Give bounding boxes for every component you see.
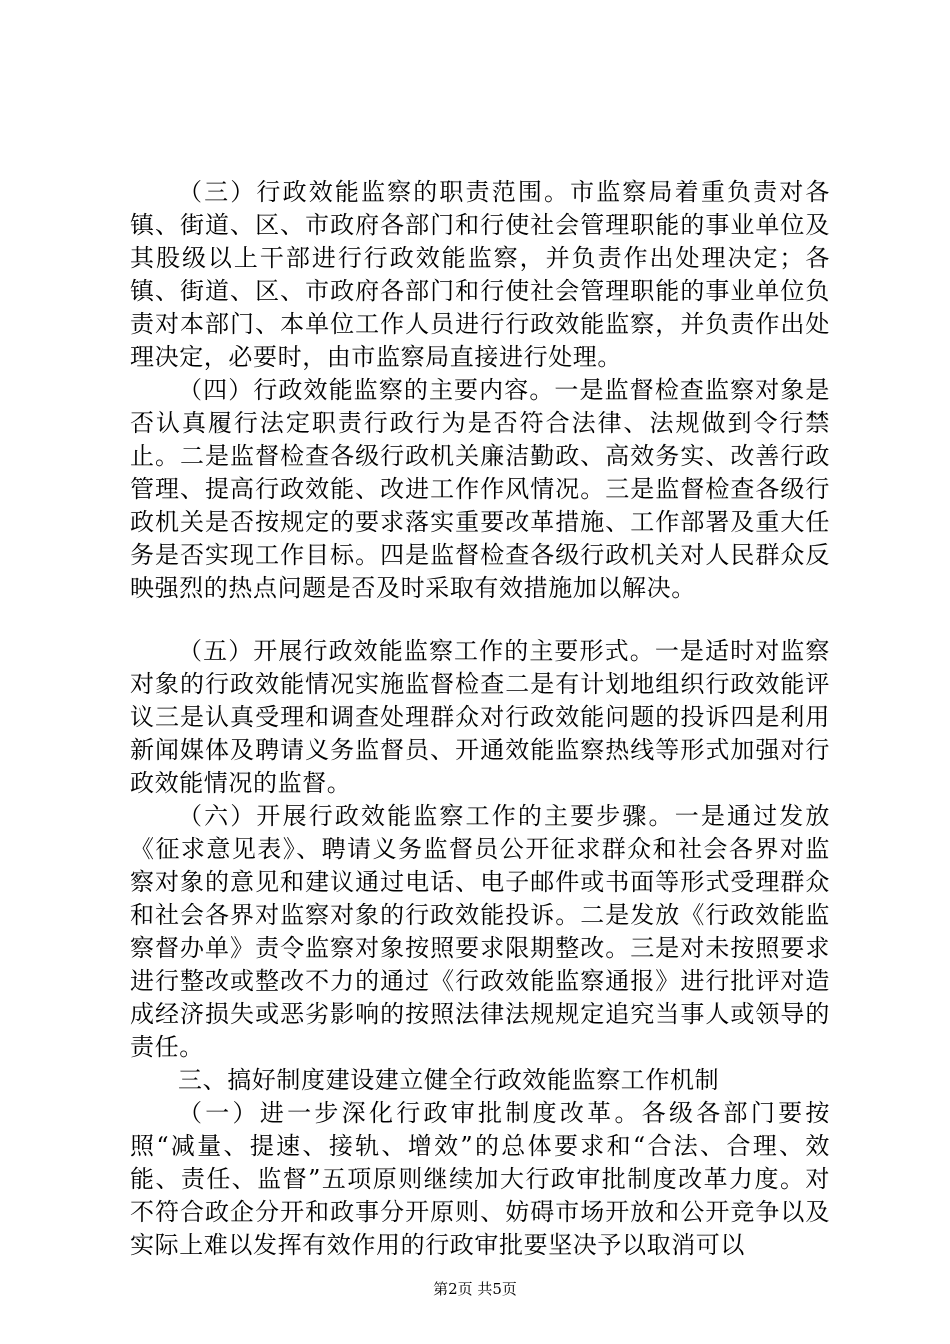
document-body [130, 176, 830, 1262]
section-heading-three: 三、搞好制度建设建立健全行政效能监察工作机制 [178, 1066, 720, 1094]
paragraph-section-4: （四）行政效能监察的主要内容。一是监督检查监察对象是否认真履行法定职责行政行为是否符合法律、法规做到令行禁止。二是监督检查各级行政机关廉洁勤政、高效务实、改善行政管理、提高行政效能、改进工作作风情况。三是监督检查各级行政机关是否按规定的要求落实重要改革措施、工作部署及重大任务是否实现工作目标。四是监督检查各级行政机关对人民群众反映强烈的热点问题是否及时采取有效措施加以解决。 [130, 376, 830, 602]
page-number-footer: 第2页 共5页 [433, 1280, 517, 1298]
paragraph-subsection-1: （一）进一步深化行政审批制度改革。各级各部门要按照“减量、提速、接轨、增效”的总体要求和“合法、合理、效能、责任、监督”五项原则继续加大行政审批制度改革力度。对不符合政企分开和政事分开原则、妨碍市场开放和公开竞争以及实际上难以发挥有效作用的行政审批要坚决予以取消可以 [130, 1099, 830, 1259]
paragraph-section-5: （五）开展行政效能监察工作的主要形式。一是适时对监察对象的行政效能情况实施监督检查二是有计划地组织行政效能评议三是认真受理和调查处理群众对行政效能问题的投诉四是利用新闻媒体及聘请义务监督员、开通效能监察热线等形式加强对行政效能情况的监督。 [130, 637, 830, 797]
paragraph-section-3: （三）行政效能监察的职责范围。市监察局着重负责对各镇、街道、区、市政府各部门和行使社会管理职能的事业单位及其股级以上干部进行行政效能监察，并负责作出处理决定；各镇、街道、区、市政府各部门和行使社会管理职能的事业单位负责对本部门、本单位工作人员进行行政效能监察，并负责作出处理决定，必要时，由市监察局直接进行处理。 [130, 178, 830, 371]
paragraph-section-6: （六）开展行政效能监察工作的主要步骤。一是通过发放《征求意见表》、聘请义务监督员公开征求群众和社会各界对监察对象的意见和建议通过电话、电子邮件或书面等形式受理群众和社会各界对监察对象的行政效能投诉。二是发放《行政效能监察督办单》责令监察对象按照要求限期整改。三是对未按照要求进行整改或整改不力的通过《行政效能监察通报》进行批评对造成经济损失或恶劣影响的按照法律法规规定追究当事人或领导的责任。 [130, 802, 830, 1061]
